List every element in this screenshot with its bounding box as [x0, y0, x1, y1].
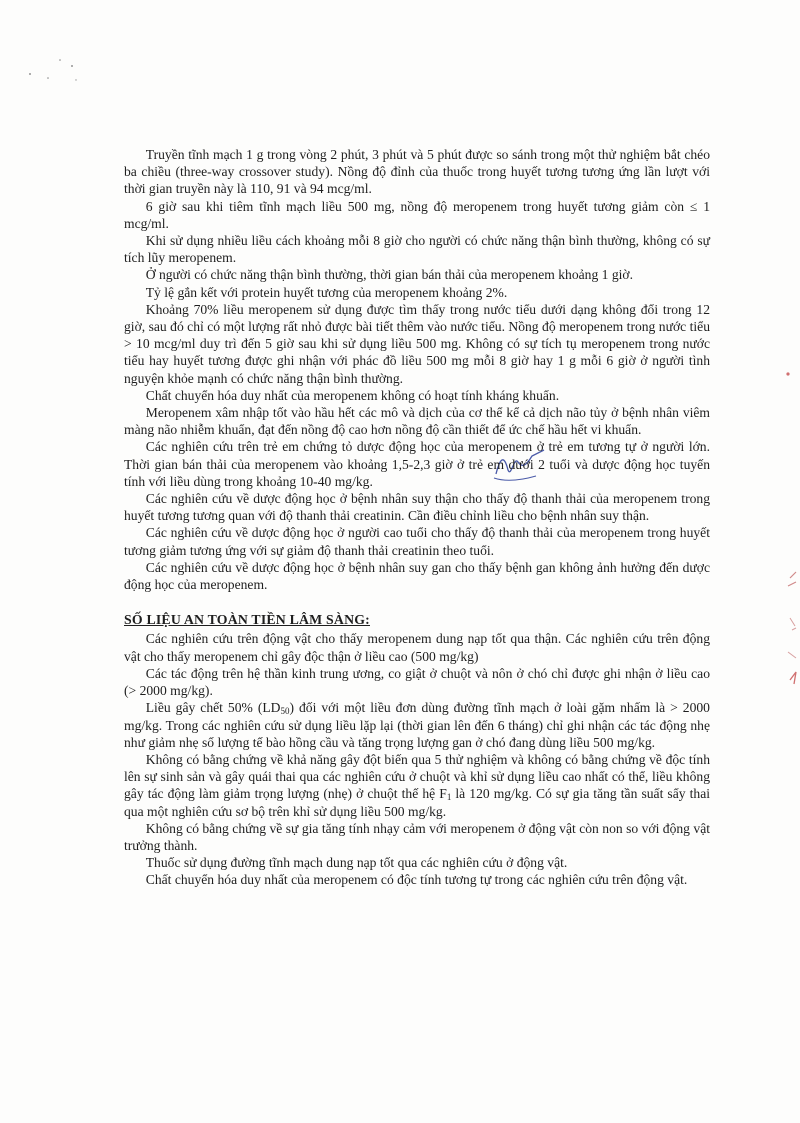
paragraph-accumulation: Khi sử dụng nhiều liều cách khoảng mỗi 8 giờ cho người có chức năng thận bình thường, không có sự tích lũy meropenem.	[124, 233, 710, 266]
paragraph-plasma-6h: 6 giờ sau khi tiêm tĩnh mạch liều 500 mg, nồng độ meropenem trong huyết tương giảm còn ≤ 1 mcg/ml.	[124, 198, 710, 231]
ld50-suffix: ) đối với một liều đơn dùng đường tĩnh mạch ở loài gặm nhấm là > 2000 mg/kg. Trong các nghiên cứu sử dụng liều lặp lại (thời gian lên đến 6 tháng) chỉ ghi nhận các tác động nhẹ như giảm nhẹ số lượng tế bào hồng cầu và tăng trọng lượng gan ở chó đang dùng liều 500 mg/kg.	[124, 700, 710, 750]
mutagen-prefix: Không có bằng chứng về khả năng gây đột biến qua 5 thử nghiệm và không có bằng chứng về độc tính lên sự sinh sản và gây quái thai qua các nghiên cứu ở chuột và khỉ sử dụng liều cao nhất có thể, liều không gây tác động làm giảm trọng lượng (nhẹ) ở chuột thế hệ F	[124, 751, 710, 802]
paragraph-elderly: Các nghiên cứu về dược động học ở người cao tuổi cho thấy độ thanh thải của meropenem trong huyết tương giảm tương ứng với sự giảm độ thanh thải creatinin theo tuổi.	[124, 525, 710, 558]
mutagen-suffix: là 120 mg/kg. Có sự gia tăng tần suất sẩy thai qua một nghiên cứu sơ bộ trên khỉ sử dụng liều 500 mg/kg.	[124, 786, 711, 819]
paragraph-renal-tolerance: Các nghiên cứu trên động vật cho thấy meropenem dung nạp tốt qua thận. Các nghiên cứu trên động vật cho thấy meropenem chỉ gây độc thận ở liều cao (500 mg/kg)	[124, 631, 710, 664]
ld50-prefix: Liều gây chết 50% (LD	[145, 700, 281, 716]
paragraph-ld50	[124, 699, 710, 751]
paragraph-hepatic-impairment: Các nghiên cứu về dược động học ở bệnh nhân suy gan cho thấy bệnh gan không ảnh hưởng đến dược động học của meropenem.	[124, 559, 710, 593]
paragraph-metabolite-toxicity: Chất chuyển hóa duy nhất của meropenem có độc tính tương tự trong các nghiên cứu trên động vật.	[145, 872, 688, 888]
paragraph-children: Các nghiên cứu trên trẻ em chứng tỏ dược động học của meropenem ở trẻ em tương tự ở người lớn. Thời gian bán thải của meropenem vào khoảng 1,5-2,3 giờ ở trẻ em dưới 2 tuổi và dược động học tuyến tính với liều dùng trong khoảng 10-40 mg/kg.	[124, 439, 710, 489]
ld50-subscript: 50	[280, 706, 290, 717]
paragraph-metabolite: Chất chuyển hóa duy nhất của meropenem không có hoạt tính kháng khuẩn.	[145, 387, 560, 403]
paragraph-infusion: Truyền tĩnh mạch 1 g trong vòng 2 phút, 3 phút và 5 phút được so sánh trong một thử nghiệm bắt chéo ba chiều (three-way crossover study). Nồng độ đỉnh của thuốc trong huyết tương tương ứng lần lượt với thời gian truyền này là 110, 91 và 94 mcg/ml.	[124, 147, 710, 197]
mutagen-subscript: 1	[446, 792, 452, 803]
paragraph-urine-excretion: Khoảng 70% liều meropenem sử dụng được tìm thấy trong nước tiểu dưới dạng không đổi trong 12 giờ, sau đó chỉ có một lượng rất nhỏ được bài tiết thêm vào nước tiểu. Nồng độ meropenem trong nước tiểu > 10 mcg/ml duy trì đến 5 giờ sau khi sử dụng liều 500 mg. Không có sự tích tụ meropenem trong nước tiểu hay huyết tương được ghi nhận với phác đồ liều 500 mg mỗi 8 giờ hay 1 g mỗi 6 giờ ở người tình nguyện khỏe mạnh có chức năng thận bình thường.	[124, 301, 710, 386]
section-heading-preclinical-safety: SỐ LIỆU AN TOÀN TIỀN LÂM SÀNG:	[124, 612, 370, 628]
paragraph-mutagenicity	[124, 751, 710, 820]
document-body	[124, 146, 710, 889]
paragraph-cns-effects: Các tác động trên hệ thần kinh trung ương, co giật ở chuột và nôn ở chó chỉ được ghi nhận ở liều cao (> 2000 mg/kg).	[124, 665, 710, 699]
paragraph-protein-binding: Tỷ lệ gắn kết với protein huyết tương của meropenem khoảng 2%.	[145, 284, 508, 300]
margin-red-marks	[770, 360, 800, 720]
paragraph-juvenile-sensitivity: Không có bằng chứng về sự gia tăng tính nhạy cảm với meropenem ở động vật còn non so với động vật trưởng thành.	[124, 820, 710, 853]
paragraph-renal-impairment: Các nghiên cứu về dược động học ở bệnh nhân suy thận cho thấy độ thanh thải của meropenem trong huyết tương tương quan với độ thanh thải creatinin. Cần điều chỉnh liều cho bệnh nhân suy thận.	[124, 491, 710, 524]
paragraph-half-life: Ở người có chức năng thận bình thường, thời gian bán thải của meropenem khoảng 1 giờ.	[145, 267, 634, 283]
scan-speck-marks	[26, 56, 86, 96]
paragraph-iv-tolerance: Thuốc sử dụng đường tĩnh mạch dung nạp tốt qua các nghiên cứu ở động vật.	[145, 855, 568, 871]
paragraph-tissue-penetration: Meropenem xâm nhập tốt vào hầu hết các mô và dịch của cơ thể kể cả dịch não tủy ở bệnh nhân viêm màng não nhiễm khuẩn, đạt đến nồng độ cao hơn nồng độ cần thiết để ức chế hầu hết vi khuẩn.	[124, 405, 710, 438]
